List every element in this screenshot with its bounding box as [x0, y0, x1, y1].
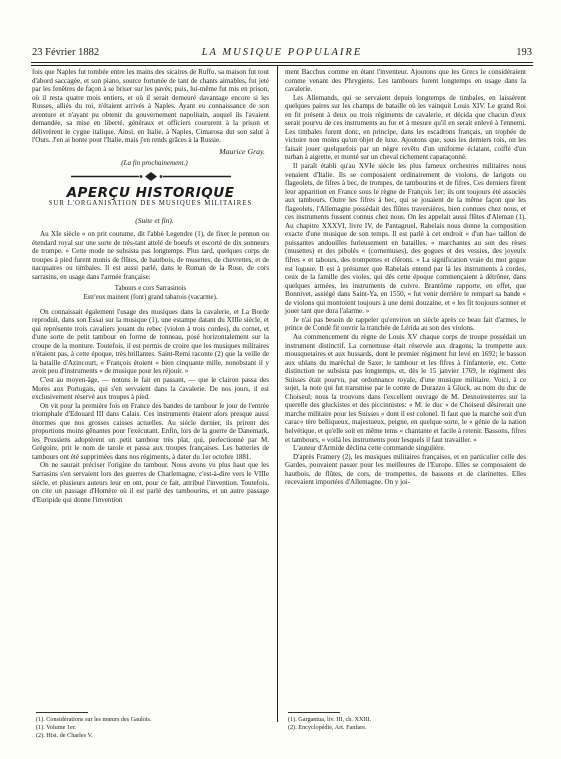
- paragraph: D'après Framery (2), les musiques militaires françaises, et en particulier celle des Gardes, pouvaient passer pour les meilleures de l'Europe. Elles se composaient de hautbois, de flûtes, de cors, de trompettes, de bassons et de clarinettes. Elles recevaient importées d'Allemagne. On y joi-: [285, 452, 526, 487]
- footnote: (1). Volume 1er.: [36, 724, 76, 731]
- footnote-rule: [288, 712, 340, 713]
- continuation-note: (La fin prochainement.): [121, 159, 188, 168]
- left-column: [32, 68, 269, 504]
- footnote-rule: [36, 712, 88, 713]
- page-number: 193: [516, 47, 532, 58]
- ornament-divider: [32, 172, 269, 184]
- header-rule: [31, 62, 533, 63]
- footnotes-left: [36, 716, 266, 740]
- paragraph: fois que Naples fut tombée entre les mains des sicaires de Ruffo, sa maison fut tout d'abord saccagée, et son piano, source fortunée de tant de chants aimables, fut jeté par les fenêtres de façon à se briser sur les pavés; puis, lui-même fut mis en prison, où il resta quatre mois entiers, et où il serait demeuré davantage encore si les Russes, alliés du roi, n'étaient arrivés à Naples. Ayant eu connaissance de son aventure et n'ayant pu obtenir du gouvernement napolitain, auquel ils l'avaient demandée, sa mise en liberté, généraux et officiers coururent à la prison et délivrèrent le cygne italique. Ainsi, en Italie, à Naples, Cimarosa dut son salut à l'Ours. J'en ai honte pour l'Italie, mais j'en rends grâces à la Russie.: [32, 68, 269, 145]
- paragraph: On ne saurait préciser l'origine du tambour. Nous avons vu plus haut que les Sarrasins s'en servaient lors des guerres de Charlemagne, c'est-à-dire vers le VIIIe siècle, et plusieurs auteurs leur en ont, pour ce fait, attribué l'invention. Toutefois, on cite un passage d'Homère où il est parlé des tambourins, et un autre passage d'Euripide qui donne l'invention: [32, 461, 269, 504]
- paragraph: On vit pour la première fois en France des bandes de tambour le jour de l'entrée triomphale d'Edouard III dans Calais. Ces instruments étaient alors presque aussi énormes que nos grosses caisses actuelles. Au siècle dernier, ils prirent des proportions moins gênantes pour l'exécutant. Enfin, lors de la guerre de Danemark, les Prussiens adoptèrent un petit tambour très plat, qui, perfectionné par M. Grégoire, prit le nom de tarole et passa aux troupes françaises. Les batteries de tambours ont été supprimées dans nos régiments, à dater du 1er octobre 1881.: [32, 401, 269, 461]
- paragraph: Il paraît établi qu'au XVIe siècle les plus fameux orchestres militaires nous venaient d'Italie. Ils se composaient ordinairement de violons, de larigots ou flageolets, de fifres à bec, de trompes, de tambourins et de fifres. Ces derniers firent leur apparition en France sous le règne de François 1er; ils ont toujours été associés aux tambours. Outre les fifres à bec, qui se jouaient de la même façon que les flageolets, l'Allemagne possédait des flûtes traversières, bien connues chez nous, et ces instruments fussent connus chez nous. On les appelait aussi flûtes d'Aleman (1). Au chapitre XXXVI, livre IV, de Pantagruel, Rabelais nous donne la composition exacte d'une musique de son temps. Il est parlé à cet endroit « d'un ba« taillon de puissantes andouilles furieusement en batailles, « marchantes au son des rèses (musettes) et des pibolés « (cornemuses), des gogues et des vessies, des joyeulx fifres « et tabours, des trompettes et clérons. » La signification vraie du mot gogue est loguue. Il est à présumer que Rabelais entend par là les instruments à cordes, ceux de la famille des violes, qui dès cette époque commençaient à détrôner, dans quelques armées, les instruments de cuivre. Brantôme rapporte, en effet, que Bonnivet, assiégé dans Saint-Ya, en 1550, « fut venir derrière le rempart sa bande « de violons qui montoient toujours à une demi douzaine, et « les fit toujours sonner et jouer tant que dura l'alarme. »: [285, 162, 526, 316]
- column-divider: [277, 66, 278, 722]
- footnote: (2). Hist. de Charles V.: [36, 732, 93, 739]
- paragraph: Les Allemands, qui se servaient depuis longtemps de timbales, en laissèrent quelques paires sur les champs de bataille où les vainquit Louis XIV. Le grand Roi en fit présent à deux ou trois régiments de cavalerie, et décida que chacun d'eux serait pourvu de ces instruments au fur et à mesure qu'il en serait enlevé à l'ennemi. Les timbales furent donc, en principe, dans les escadrons français, un trophée de victoire non moins qu'un objet de luxe. Ajoutons que, sous les derniers rois, on les faisait jouer quelquefois par un nègre revêtu d'un uniforme éclatant, coiffé d'un turban à aigrette, et monté sur un cheval richement caparaçonné.: [285, 93, 526, 162]
- journal-title: LA MUSIQUE POPULAIRE: [201, 47, 363, 58]
- right-column: [285, 68, 526, 487]
- article-title: APERÇU HISTORIQUE: [66, 184, 235, 201]
- footnote: (1). Gargantua, liv. III, ch. XXIII.: [288, 716, 372, 723]
- header-rule-double: [31, 65, 533, 66]
- page-header: [32, 47, 532, 59]
- article-subtitle: SUR L'ORGANISATION DES MUSIQUES MILITAIRES: [48, 200, 253, 208]
- ornament-icon: [51, 172, 251, 181]
- suite-note: (Suite et fin).: [135, 215, 174, 225]
- paragraph: ment Bacchus comme en étant l'inventeur. Ajoutons que les Grecs le considéraient comme venant des Phrygiens. Les tambours furent longtemps en usage dans la cavalerie.: [285, 68, 526, 94]
- paragraph: C'est au moyen-âge, — notons le fait en passant, — que le clairon passa des Mores aux Portugais, qui s'en servaient dans la cavalerie. De nos jours, il est exclusivement réservé aux troupes à pied.: [32, 375, 269, 402]
- verse-line: Estr'eux mainent (font) grand tabarois (vacarme).: [83, 294, 218, 302]
- issue-date: 23 Février 1882: [32, 47, 100, 58]
- footnote: (1). Considérations sur les mœurs des Gaulois.: [36, 716, 152, 723]
- paragraph: Au commencement du règne de Louis XV chaque corps de troupe possédait un instrument distinctif. La cornemuse était réservée aux dragons; la trompette aux mousquetaires et aux hussards, dont le premier régiment fut levé en 1692; le basson aux uhlans du maréchal de Saxe; le tambour et les fifres à l'infanterie, etc. Cette distinction ne subsista pas longtemps, et, dès le 15 janvier 1769, le régiment des Suisses était pourvu, par ordonnance royale, d'une musique militaire. Voici, à ce sujet, la note qui fut transmise par le comte de Durazzo à Gluck, au nom du duc de Choiseul; nous la trouvons dans l'excellent ouvrage de M. Desnoiresterres sur la querelle des gluckistes et des piccinnistes: « M. le duc « de Choiseul désirerait une marche militaire pour les Suisses « dont il est colonel. Il faut que la marche soit d'un carac« tère belliqueux, majestueux, peigne, en quelque sorte, le « génie de la nation helvétique, et qu'elle soit en même tems « chantante et facile à retenir. Bassons, fifres et tambours, « voilà les instruments pour lesquels il faut travailler. »: [285, 332, 526, 444]
- author-signature: Maurice Gray.: [219, 146, 265, 156]
- paragraph: On connaissait également l'usage des musiques dans la cavalerie, et La Borde reproduit, dans son Essai sur la musique (1), une estampe datant du XIIIe siècle, et qui représente trois cavaliers jouant du rebec (violon à trois cordes), du cornet, et d'une sorte de petit tambour en forme de tonneau, posé horizontalement sur la croupe de la monture. Toutefois, il est permis de croire que les musiques militaires n'étaient pas, à cette époque, très brillantes. Saint-Remi raconte (2) que la veille de la bataille d'Azincourt, « François étoient « bien cinquante mille, nonobstant il y avoit peu d'instruments « de musique pour les réjouir. »: [32, 307, 269, 376]
- paragraph: Au XIe siècle « on prit coutume, dit l'abbé Legendre (1), de fixer le pennon ou étendard royal sur une sorte de très-tant attelé de boeufs et escorté de dix sonneurs de trompe. » Cette mode ne subsista pas longtemps. Plus tard, quelques corps de troupes à pied furent munis de flûtes, de hautbois, de musettes, de chevrettes, et de nacquaires ou timbales. Il est aussi parlé, dans le Roman de la Rose, de cors sarrasins, en usage dans l'armée française:: [32, 230, 269, 281]
- footnote: (2). Encyclopédie, Art. Fanfare.: [288, 724, 367, 731]
- paragraph: Je n'ai pas besoin de rappeler qu'environ un siècle après ce beau fait d'armes, le prince de Condé fit ouvrir la tranchée de Lérida au son des violons.: [285, 315, 526, 333]
- verse-line: Tabours e cors Sarrasinois: [114, 285, 187, 293]
- footnotes-right: [288, 716, 518, 732]
- paragraph: L'auteur d'Armide déclina cette commande singulière.: [293, 444, 446, 453]
